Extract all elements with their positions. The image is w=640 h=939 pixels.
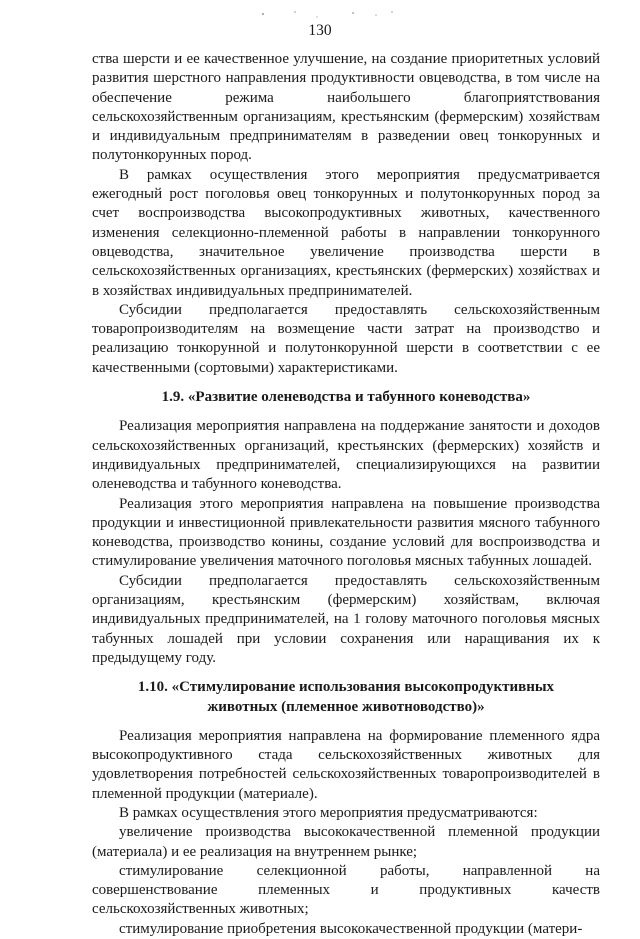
- page-number: 130: [308, 22, 332, 39]
- paragraph: Субсидии предполагается предоставлять сельскохозяйственным товаропроизводителям на возмещение части затрат на производство и реализацию тонкорунной и полутонкорунной шерсти в соответствии с ее качественными (сортовыми) характеристиками.: [92, 301, 600, 376]
- paragraph: Реализация мероприятия направлена на поддержание занятости и доходов сельскохозяйственных организаций, крестьянских (фермерских) хозяйств и индивидуальных предпринимателей, специализирующихся на развитии оленеводства и табунного коневодства.: [92, 418, 600, 493]
- scan-specks: [255, 8, 405, 22]
- paragraph: ства шерсти и ее качественное улучшение, на создание приоритетных условий развития шерстного направления продуктивности овцеводства, в том числе на обеспечение режима наибольшего благоприятствования сельскохозяйственным организациям, крестьянским (фермерским) хозяйствам и индивидуальным предпринимателям в разведении овец тонкорунных и полутонкорунных пород.: [92, 51, 600, 164]
- list-item: стимулирование селекционной работы, направленной на совершенствование племенных и продуктивных качеств сельскохозяйственных животных;: [92, 862, 600, 918]
- paragraph: В рамках осуществления этого мероприятия предусматривается ежегодный рост поголовья овец тонкорунных и полутонкорунных пород за счет воспроизводства высокопродуктивных животных, качественного изменения селекционно-племенной работы в направлении тонкорунного овцеводства, значительное увеличение производства шерсти в сельскохозяйственных организациях, крестьянских (фермерских) хозяйствах и в хозяйствах индивидуальных предпринимателей.: [92, 166, 600, 299]
- paragraph: Реализация мероприятия направлена на формирование племенного ядра высокопродуктивного стада сельскохозяйственных животных для удовлетворения потребностей сельскохозяйственных товаропроизводителей в племенной продукции (материале).: [92, 727, 600, 802]
- paragraph: Субсидии предполагается предоставлять сельскохозяйственным организациям, крестьянским (фермерским) хозяйствам, включая индивидуальных предпринимателей, на 1 голову маточного поголовья мясных табунных лошадей при условии сохранения или наращивания их к предыдущему году.: [92, 572, 600, 666]
- document-body: [92, 50, 600, 939]
- paragraph: Реализация этого мероприятия направлена на повышение производства продукции и инвестиционной привлекательности развития мясного табунного коневодства, производство конины, создание условий для воспроизводства и стимулирование увеличения маточного поголовья мясных табунных лошадей.: [92, 495, 600, 570]
- list-item: увеличение производства высококачественной племенной продукции (материала) и ее реализация на внутреннем рынке;: [92, 824, 600, 860]
- list-item: стимулирование приобретения высококачественной продукции (матери-: [119, 920, 583, 937]
- section-heading-line: животных (племенное животноводство)»: [207, 698, 485, 715]
- section-heading-line: 1.10. «Стимулирование использования высокопродуктивных: [137, 679, 555, 696]
- section-heading-1-9: 1.9. «Развитие оленеводства и табунного коневодства»: [161, 389, 531, 406]
- paragraph: В рамках осуществления этого мероприятия предусматриваются:: [119, 804, 538, 821]
- section-heading-1-10: [92, 678, 600, 717]
